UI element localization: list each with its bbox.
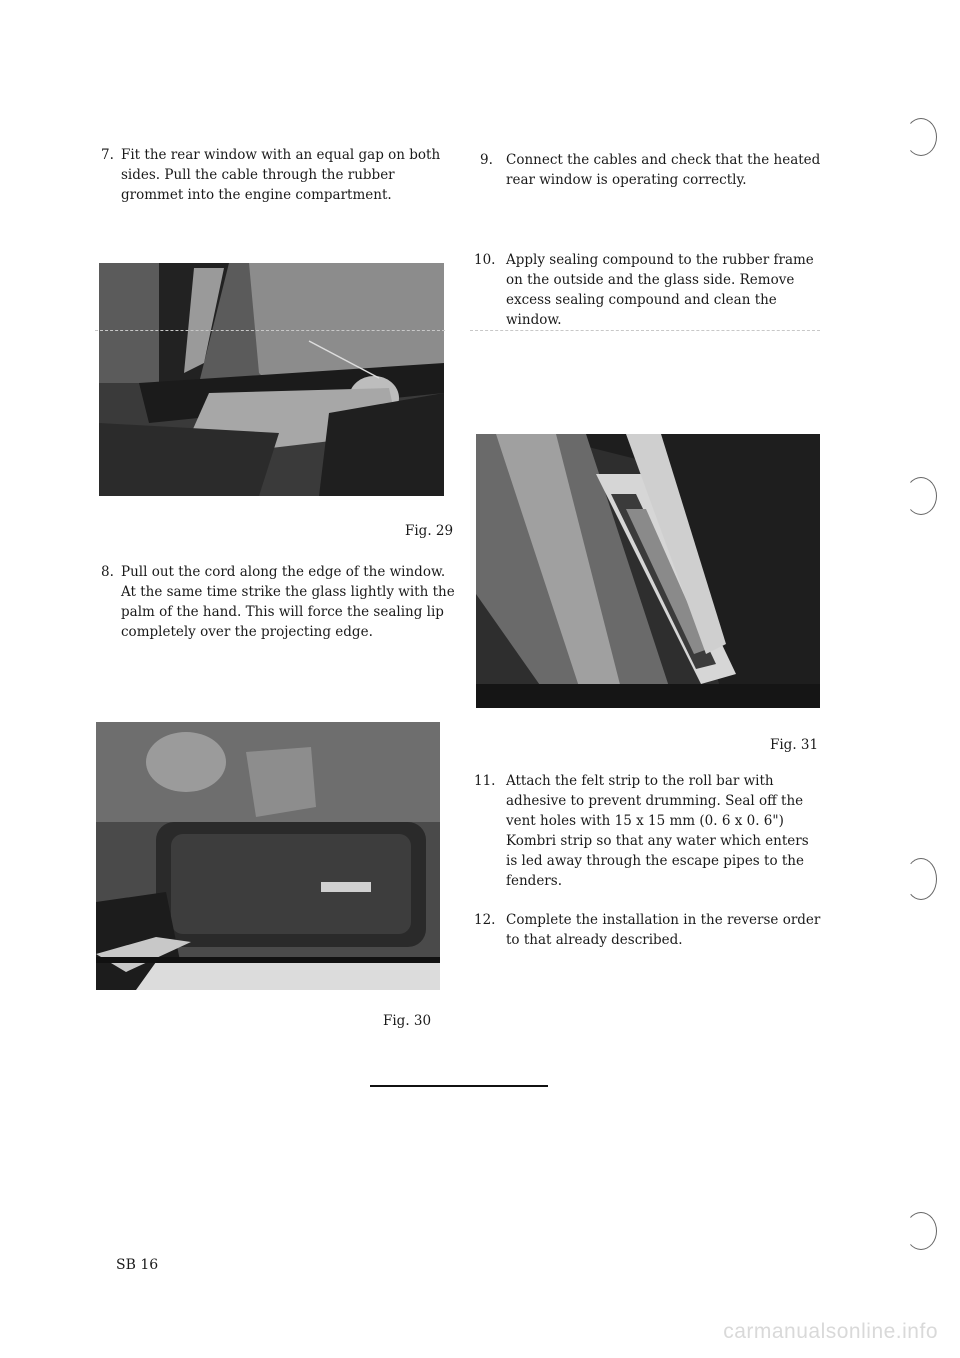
step-8 (101, 562, 461, 642)
step-number: 10. (474, 252, 496, 268)
step-number: 8. (101, 564, 114, 580)
step-10 (474, 250, 814, 330)
punch-hole-icon (905, 477, 937, 515)
section-divider (370, 1085, 548, 1087)
step-number: 7. (101, 147, 114, 163)
punch-hole-icon (905, 1212, 937, 1250)
step-text: Pull out the cord along the edge of the window. At the same time strike the glass lightly with the palm of the hand. This will force the sealing lip completely over the projecting edge. (121, 564, 455, 640)
punch-hole-icon (905, 858, 937, 900)
step-9 (480, 150, 830, 190)
step-text: Complete the installation in the reverse order to that already described. (506, 912, 821, 948)
page-code: SB 16 (116, 1257, 159, 1273)
step-number: 12. (474, 912, 496, 928)
step-text: Attach the felt strip to the roll bar with adhesive to prevent drumming. Seal off the vent holes with 15 x 15 mm (0. 6 x 0. 6") Kombri strip so that any water which enters is led away through the escape pipes to the fenders. (506, 773, 809, 889)
step-text: Fit the rear window with an equal gap on both sides. Pull the cable through the rubber grommet into the engine compartment. (121, 147, 441, 203)
figure-30-caption: Fig. 30 (383, 1013, 432, 1029)
punch-hole-icon (905, 118, 937, 156)
scan-artifact-line (95, 330, 445, 331)
step-text: Apply sealing compound to the rubber frame on the outside and the glass side. Remove excess sealing compound and clean the window. (506, 252, 814, 328)
step-number: 9. (480, 152, 493, 168)
step-text: Connect the cables and check that the heated rear window is operating correctly. (506, 152, 821, 188)
step-12 (474, 910, 824, 950)
watermark: carmanualsonline.info (723, 1320, 938, 1343)
figure-29-photo (99, 263, 444, 496)
figure-29-caption: Fig. 29 (405, 523, 454, 539)
figure-31-caption: Fig. 31 (770, 737, 819, 753)
scan-artifact-line (470, 330, 820, 331)
figure-30-photo (96, 722, 440, 990)
figure-31-photo (476, 434, 820, 708)
step-11 (474, 771, 824, 891)
step-7 (101, 145, 461, 205)
step-number: 11. (474, 773, 496, 789)
